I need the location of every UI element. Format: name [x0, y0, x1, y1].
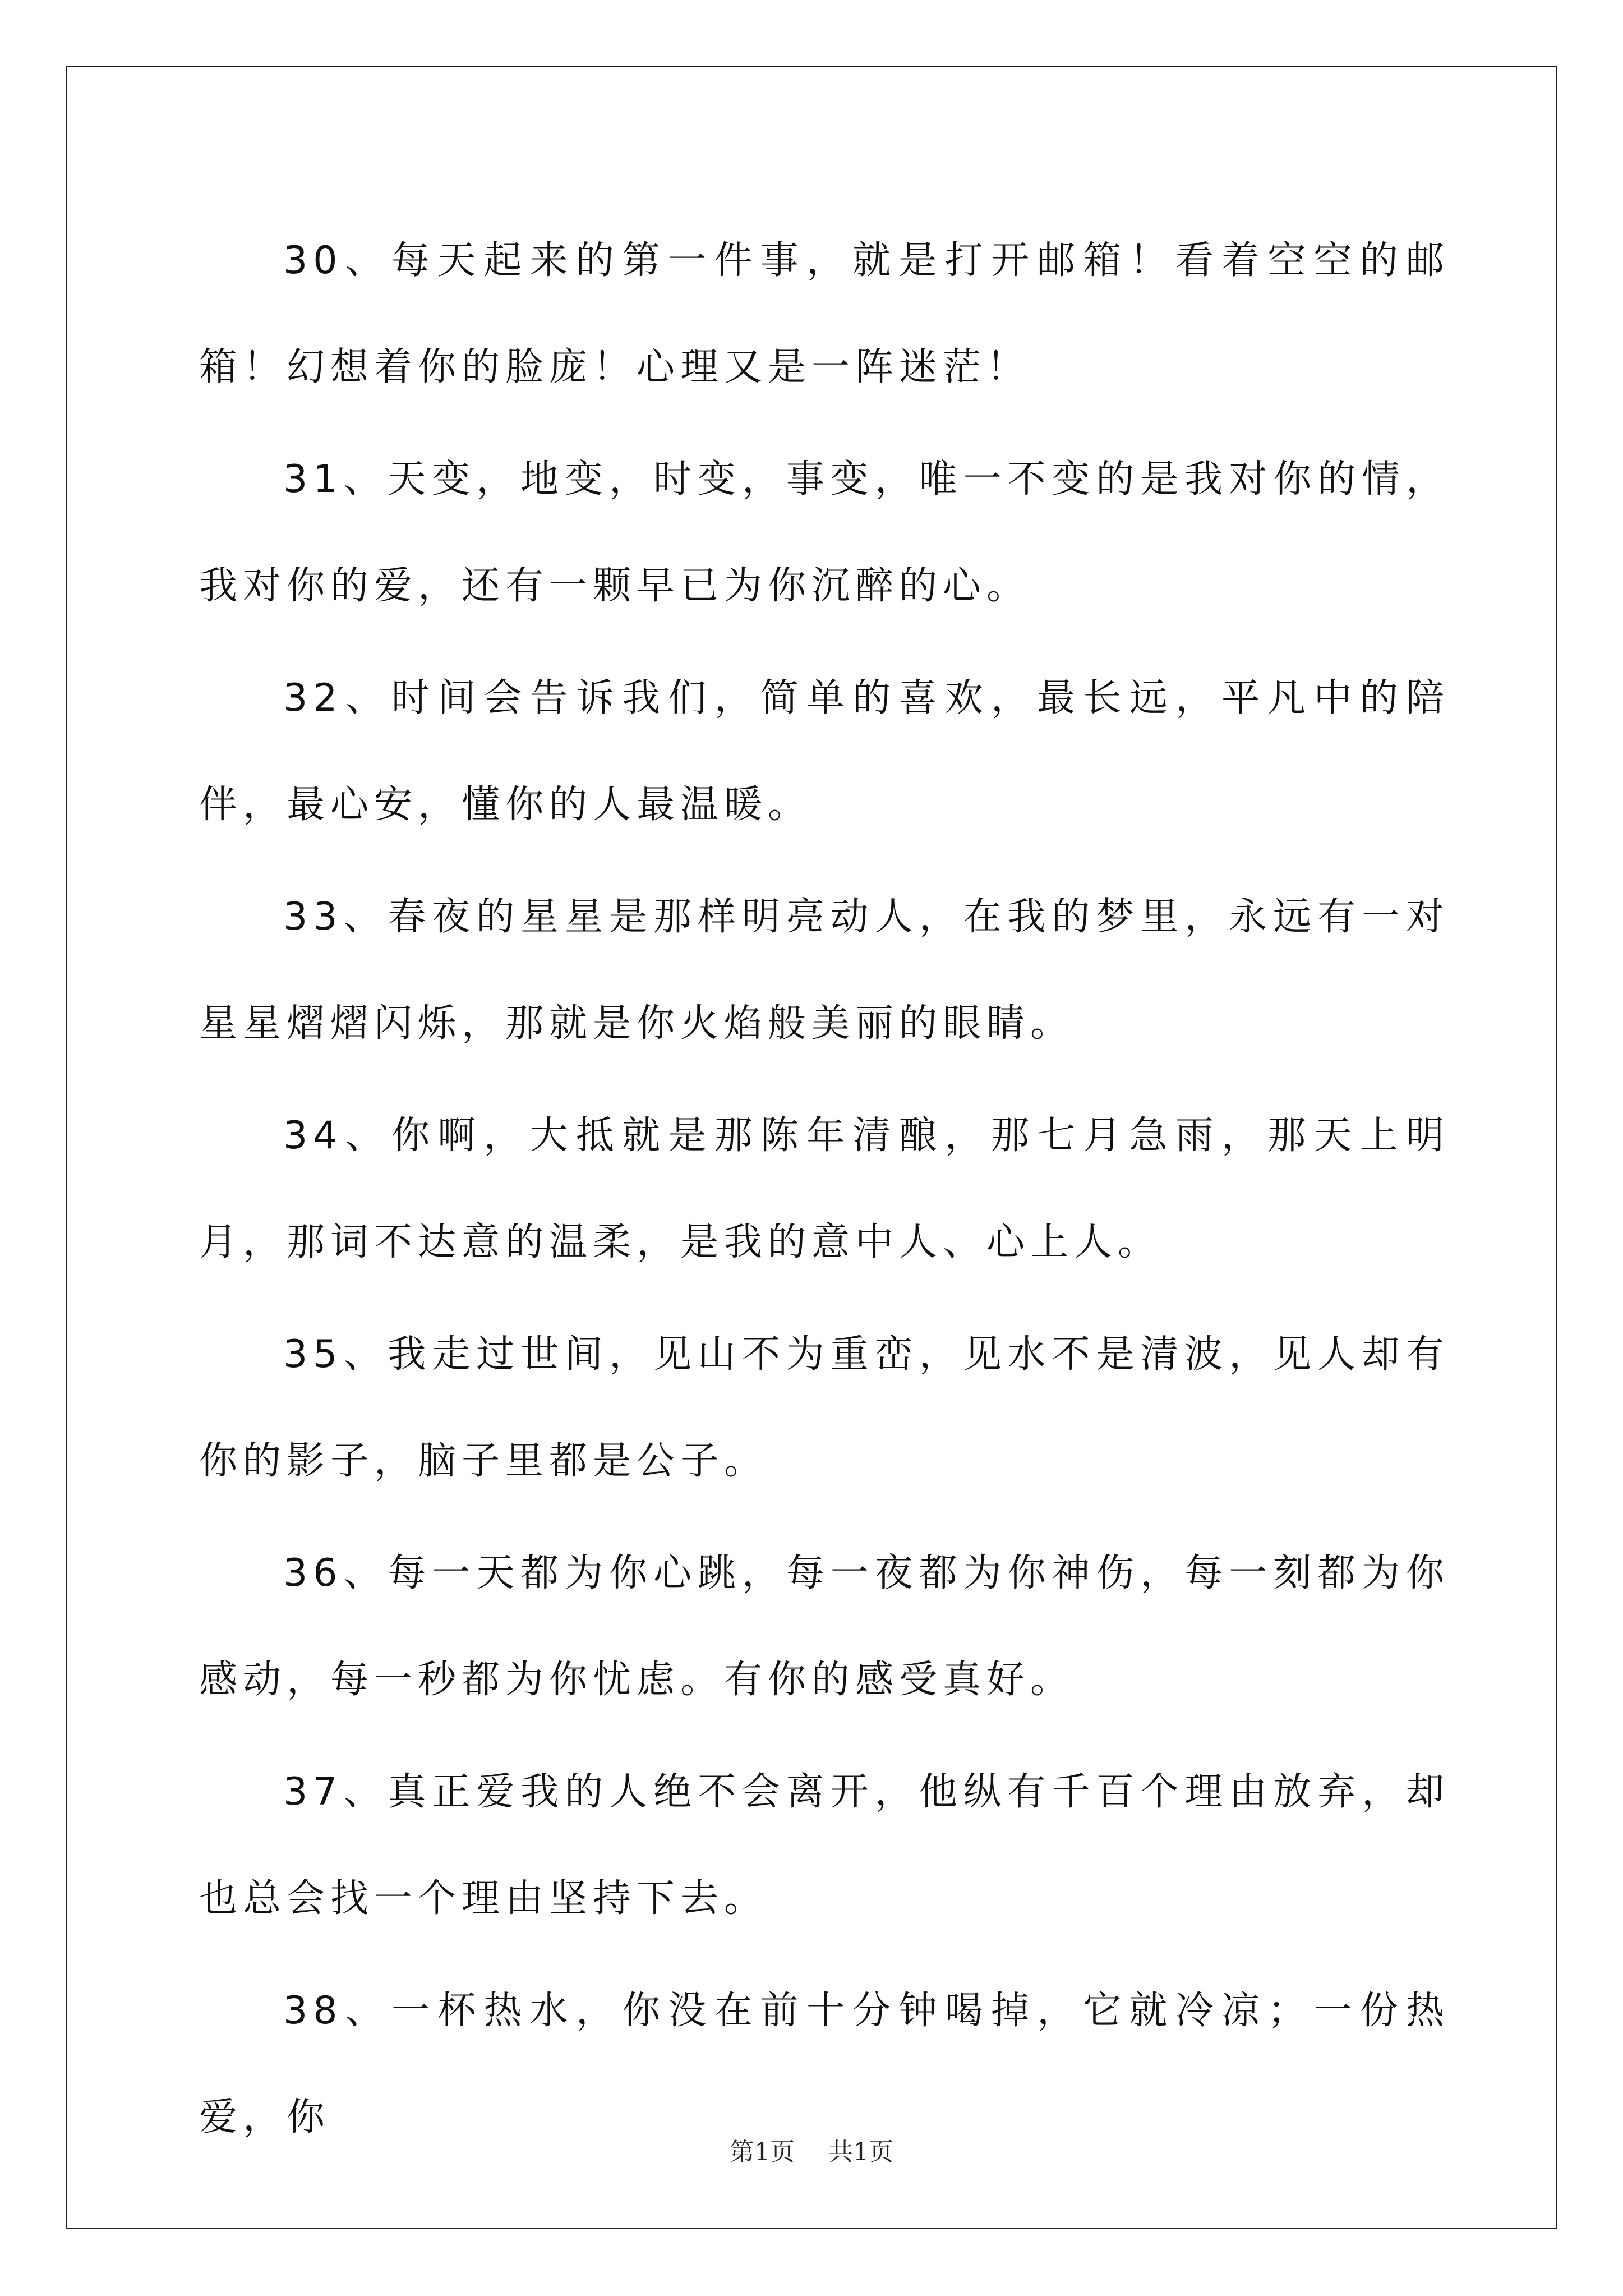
paragraph-38: 38、一杯热水，你没在前十分钟喝掉，它就冷凉；一份热爱，你	[199, 1989, 1450, 2139]
paragraph-33: 33、春夜的星星是那样明亮动人，在我的梦里，永远有一对星星熠熠闪烁，那就是你火焰般美丽的眼睛。	[199, 895, 1450, 1046]
page-number: 第1页	[730, 2138, 795, 2166]
paragraph-34: 34、你啊，大抵就是那陈年清酿，那七月急雨，那天上明月，那词不达意的温柔，是我的意中人、心上人。	[199, 1114, 1450, 1264]
page-footer	[0, 2132, 1623, 2168]
paragraph-30: 30、每天起来的第一件事，就是打开邮箱！看着空空的邮箱！幻想着你的脸庞！心理又是一阵迷茫！	[199, 238, 1450, 389]
paragraph-32: 32、时间会告诉我们，简单的喜欢，最长远，平凡中的陪伴，最心安，懂你的人最温暖。	[199, 676, 1450, 827]
paragraph-35: 35、我走过世间，见山不为重峦，见水不是清波，见人却有你的影子，脑子里都是公子。	[199, 1332, 1450, 1483]
document-body	[199, 208, 1450, 2177]
paragraph-31: 31、天变，地变，时变，事变，唯一不变的是我对你的情，我对你的爱，还有一颗早已为你沉醉的心。	[199, 457, 1450, 608]
paragraph-37: 37、真正爱我的人绝不会离开，他纵有千百个理由放弃，却也总会找一个理由坚持下去。	[199, 1770, 1450, 1921]
page-total: 共1页	[828, 2138, 893, 2166]
paragraph-36: 36、每一天都为你心跳，每一夜都为你神伤，每一刻都为你感动，每一秒都为你忧虑。有你的感受真好。	[199, 1551, 1450, 1702]
